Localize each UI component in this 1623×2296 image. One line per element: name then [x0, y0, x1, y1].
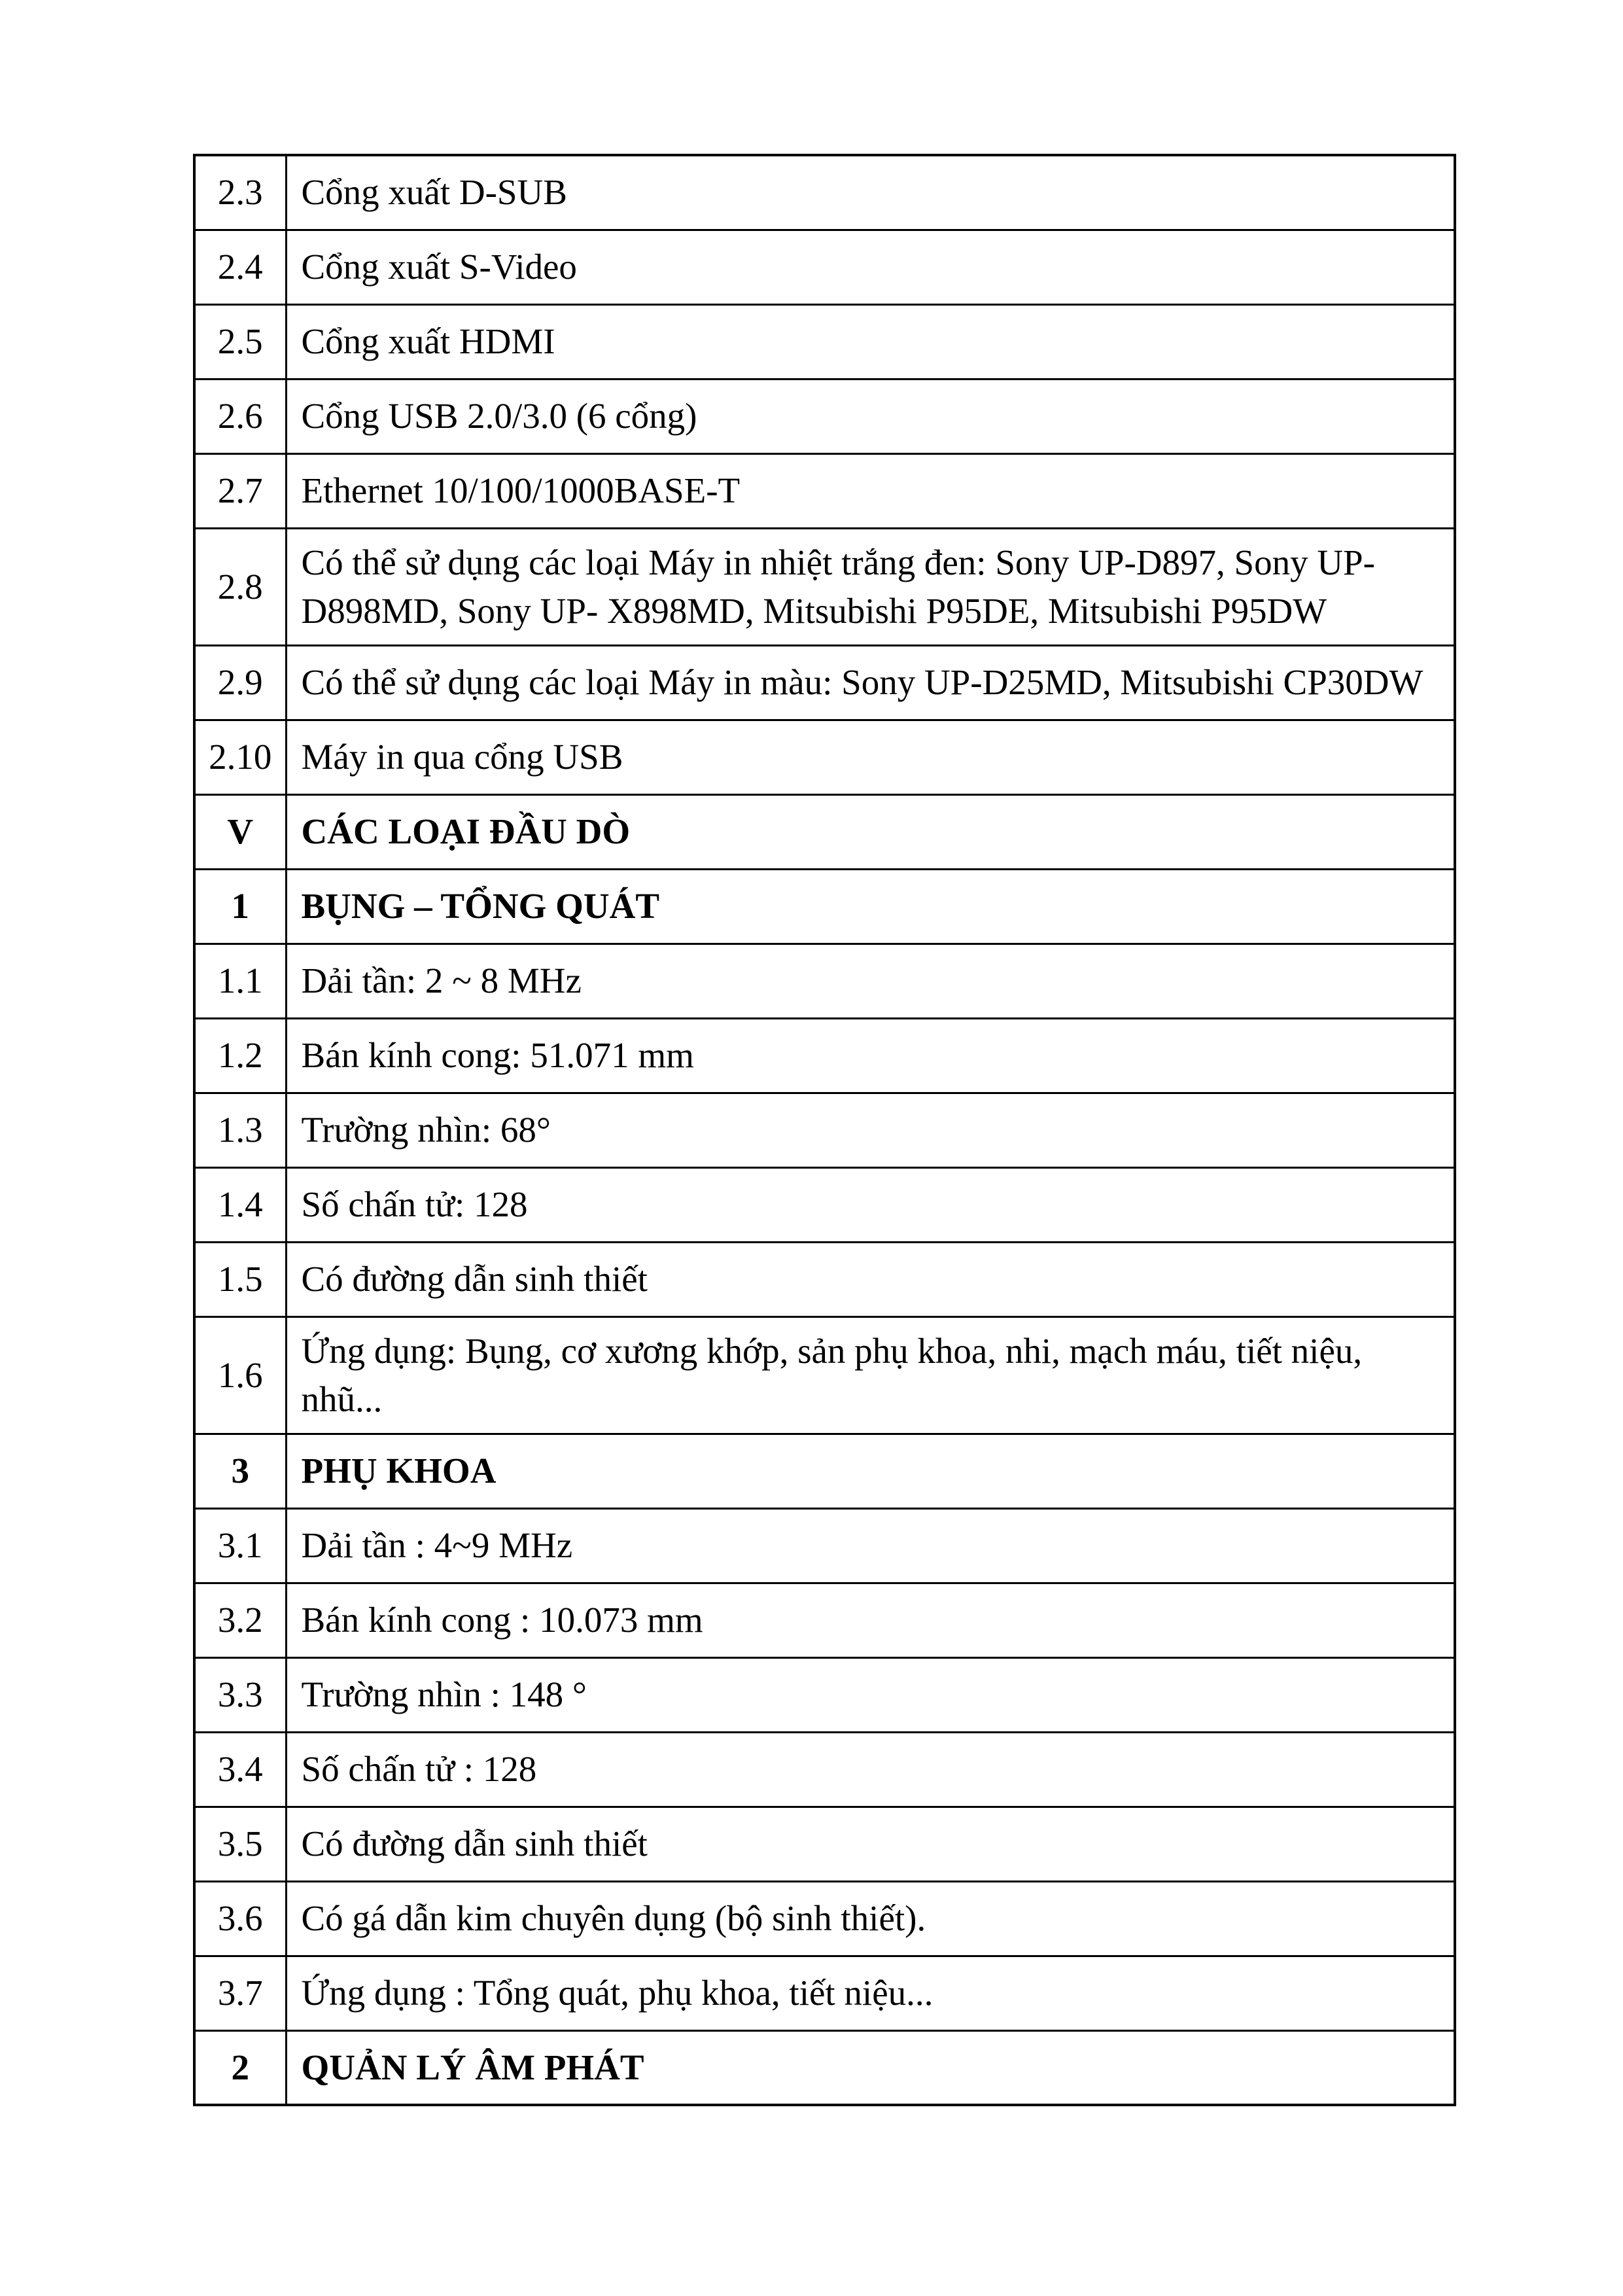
- item-number-cell: 1.4: [194, 1167, 286, 1242]
- table-row: [194, 1167, 1455, 1242]
- item-number-cell: 2.8: [194, 528, 286, 645]
- item-description-cell: Ứng dụng : Tổng quát, phụ khoa, tiết niệu...: [286, 1956, 1455, 2030]
- item-description-cell: Số chấn tử: 128: [286, 1167, 1455, 1242]
- item-description-cell: Số chấn tử : 128: [286, 1732, 1455, 1807]
- item-number-cell: 2.5: [194, 304, 286, 379]
- table-row: [194, 155, 1455, 230]
- item-number-cell: 2.7: [194, 453, 286, 528]
- table-row: [194, 528, 1455, 645]
- table-row: [194, 794, 1455, 869]
- table-row: [194, 944, 1455, 1018]
- table-row: [194, 645, 1455, 720]
- item-description-cell: Trường nhìn: 68°: [286, 1093, 1455, 1167]
- item-description-cell: BỤNG – TỔNG QUÁT: [286, 869, 1455, 944]
- item-number-cell: 3.4: [194, 1732, 286, 1807]
- item-description-cell: CÁC LOẠI ĐẦU DÒ: [286, 794, 1455, 869]
- item-number-cell: 2.9: [194, 645, 286, 720]
- table-row: [194, 1732, 1455, 1807]
- item-description-cell: Cổng xuất S-Video: [286, 230, 1455, 304]
- item-number-cell: 1: [194, 869, 286, 944]
- item-description-cell: Bán kính cong: 51.071 mm: [286, 1018, 1455, 1093]
- item-number-cell: 1.2: [194, 1018, 286, 1093]
- table-row: [194, 230, 1455, 304]
- item-description-cell: Bán kính cong : 10.073 mm: [286, 1583, 1455, 1657]
- table-row: [194, 1316, 1455, 1434]
- table-row: [194, 1881, 1455, 1956]
- item-number-cell: 2.4: [194, 230, 286, 304]
- item-description-cell: Có gá dẫn kim chuyên dụng (bộ sinh thiết).: [286, 1881, 1455, 1956]
- table-row: [194, 1434, 1455, 1508]
- table-row: [194, 1657, 1455, 1732]
- item-description-cell: Trường nhìn : 148 °: [286, 1657, 1455, 1732]
- item-description-cell: Cổng xuất HDMI: [286, 304, 1455, 379]
- item-description-cell: Có thể sử dụng các loại Máy in màu: Sony UP-D25MD, Mitsubishi CP30DW: [286, 645, 1455, 720]
- item-number-cell: 2.6: [194, 379, 286, 453]
- item-number-cell: 3.7: [194, 1956, 286, 2030]
- item-number-cell: 2.3: [194, 155, 286, 230]
- spec-table-body: [194, 155, 1455, 2105]
- table-row: [194, 453, 1455, 528]
- item-description-cell: QUẢN LÝ ÂM PHÁT: [286, 2030, 1455, 2105]
- item-number-cell: 3: [194, 1434, 286, 1508]
- item-number-cell: V: [194, 794, 286, 869]
- table-row: [194, 1093, 1455, 1167]
- item-description-cell: Cổng USB 2.0/3.0 (6 cổng): [286, 379, 1455, 453]
- item-description-cell: Có thể sử dụng các loại Máy in nhiệt trắng đen: Sony UP-D897, Sony UP-D898MD, Sony UP- X898MD, Mitsubishi P95DE, Mitsubishi P95DW: [286, 528, 1455, 645]
- table-row: [194, 379, 1455, 453]
- item-description-cell: PHỤ KHOA: [286, 1434, 1455, 1508]
- table-row: [194, 1242, 1455, 1316]
- table-row: [194, 1508, 1455, 1583]
- item-description-cell: Máy in qua cổng USB: [286, 720, 1455, 794]
- item-number-cell: 1.5: [194, 1242, 286, 1316]
- item-number-cell: 2: [194, 2030, 286, 2105]
- item-number-cell: 2.10: [194, 720, 286, 794]
- table-row: [194, 720, 1455, 794]
- item-number-cell: 3.3: [194, 1657, 286, 1732]
- item-number-cell: 3.1: [194, 1508, 286, 1583]
- table-row: [194, 304, 1455, 379]
- table-row: [194, 1807, 1455, 1881]
- item-description-cell: Cổng xuất D-SUB: [286, 155, 1455, 230]
- specs-table: [193, 154, 1456, 2106]
- item-description-cell: Có đường dẫn sinh thiết: [286, 1242, 1455, 1316]
- item-description-cell: Ethernet 10/100/1000BASE-T: [286, 453, 1455, 528]
- table-row: [194, 1956, 1455, 2030]
- table-row: [194, 2030, 1455, 2105]
- item-number-cell: 1.6: [194, 1316, 286, 1434]
- item-number-cell: 3.5: [194, 1807, 286, 1881]
- item-description-cell: Dải tần : 4~9 MHz: [286, 1508, 1455, 1583]
- item-description-cell: Ứng dụng: Bụng, cơ xương khớp, sản phụ khoa, nhi, mạch máu, tiết niệu, nhũ...: [286, 1316, 1455, 1434]
- table-row: [194, 1018, 1455, 1093]
- table-row: [194, 1583, 1455, 1657]
- item-number-cell: 1.3: [194, 1093, 286, 1167]
- item-description-cell: Dải tần: 2 ~ 8 MHz: [286, 944, 1455, 1018]
- item-number-cell: 1.1: [194, 944, 286, 1018]
- item-number-cell: 3.2: [194, 1583, 286, 1657]
- item-description-cell: Có đường dẫn sinh thiết: [286, 1807, 1455, 1881]
- item-number-cell: 3.6: [194, 1881, 286, 1956]
- table-row: [194, 869, 1455, 944]
